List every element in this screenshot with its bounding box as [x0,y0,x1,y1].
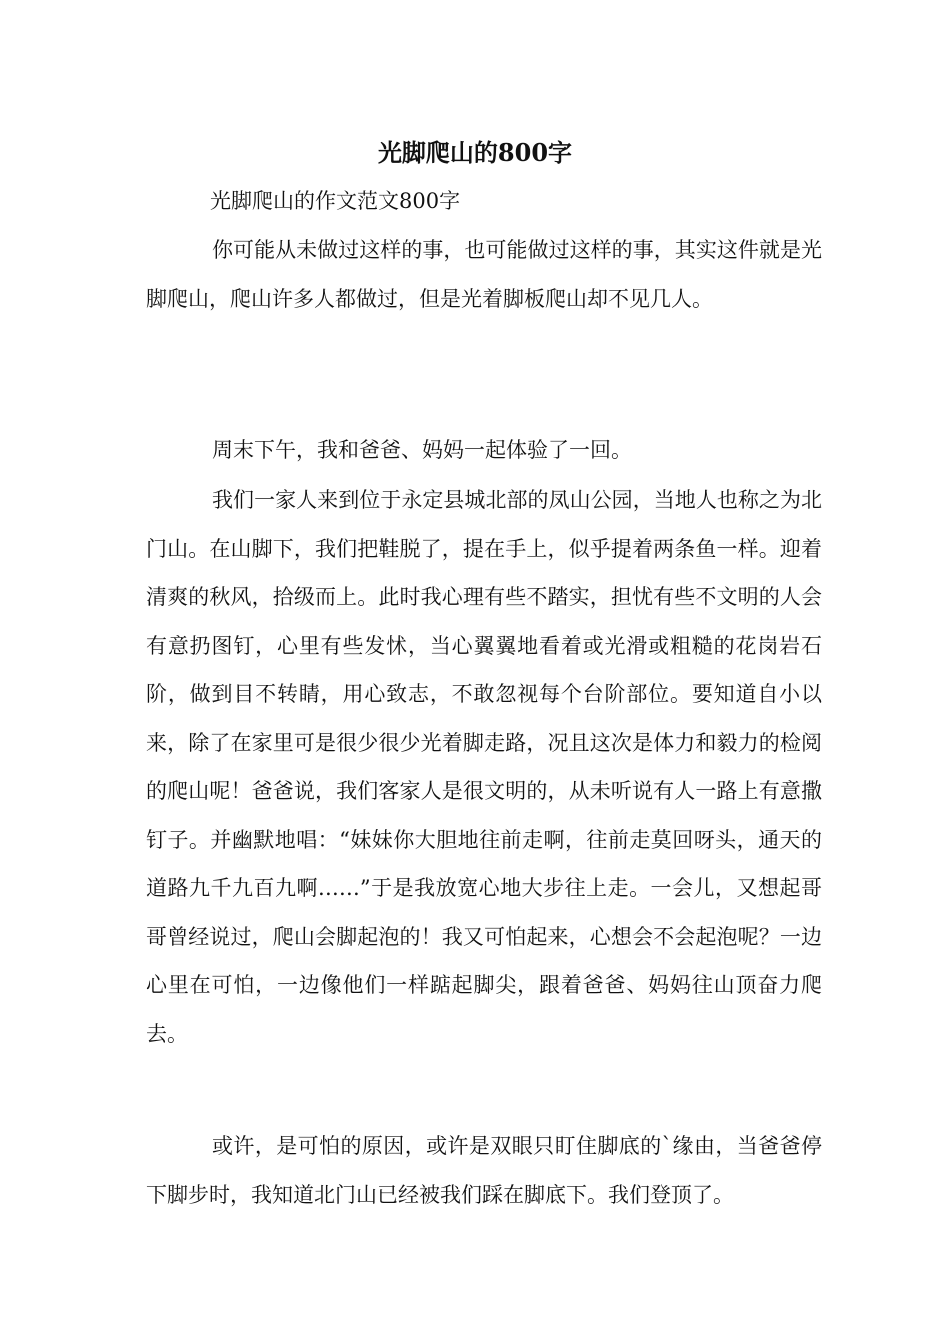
paragraph-intro: 你可能从未做过这样的事，也可能做过这样的事，其实这件就是光脚爬山，爬山许多人都做过，但是光着脚板爬山却不见几人。 [146,238,822,311]
paragraph-weekend: 周末下午，我和爸爸、妈妈一起体验了一回。 [212,438,632,462]
paragraph-summit: 或许，是可怕的原因，或许是双眼只盯住脚底的`缘由，当爸爸停下脚步时，我知道北门山已经被我们踩在脚底下。我们登顶了。 [146,1134,822,1207]
document-subtitle: 光脚爬山的作文范文800字 [210,189,461,213]
document-title: 光脚爬山的800字 [377,138,573,167]
paragraph-climb: 我们一家人来到位于永定县城北部的凤山公园，当地人也称之为北门山。在山脚下，我们把鞋脱了，提在手上，似乎提着两条鱼一样。迎着清爽的秋风，拾级而上。此时我心理有些不踏实，担忧有些不文明的人会有意扔图钉，心里有些发怵，当心翼翼地看着或光滑或粗糙的花岗岩石阶，做到目不转睛，用心致志，不敢忽视每个台阶部位。要知道自小以来，除了在家里可是很少很少光着脚走路，况且这次是体力和毅力的检阅的爬山呢！爸爸说，我们客家人是很文明的，从未听说有人一路上有意撒钉子。并幽默地唱：“妹妹你大胆地往前走啊，往前走莫回呀头，通天的道路九千九百九啊……”于是我放宽心地大步往上走。一会儿，又想起哥哥曾经说过，爬山会脚起泡的！我又可怕起来，心想会不会起泡呢？一边心里在可怕，一边像他们一样踮起脚尖，跟着爸爸、妈妈往山顶奋力爬去。 [146,488,822,1046]
